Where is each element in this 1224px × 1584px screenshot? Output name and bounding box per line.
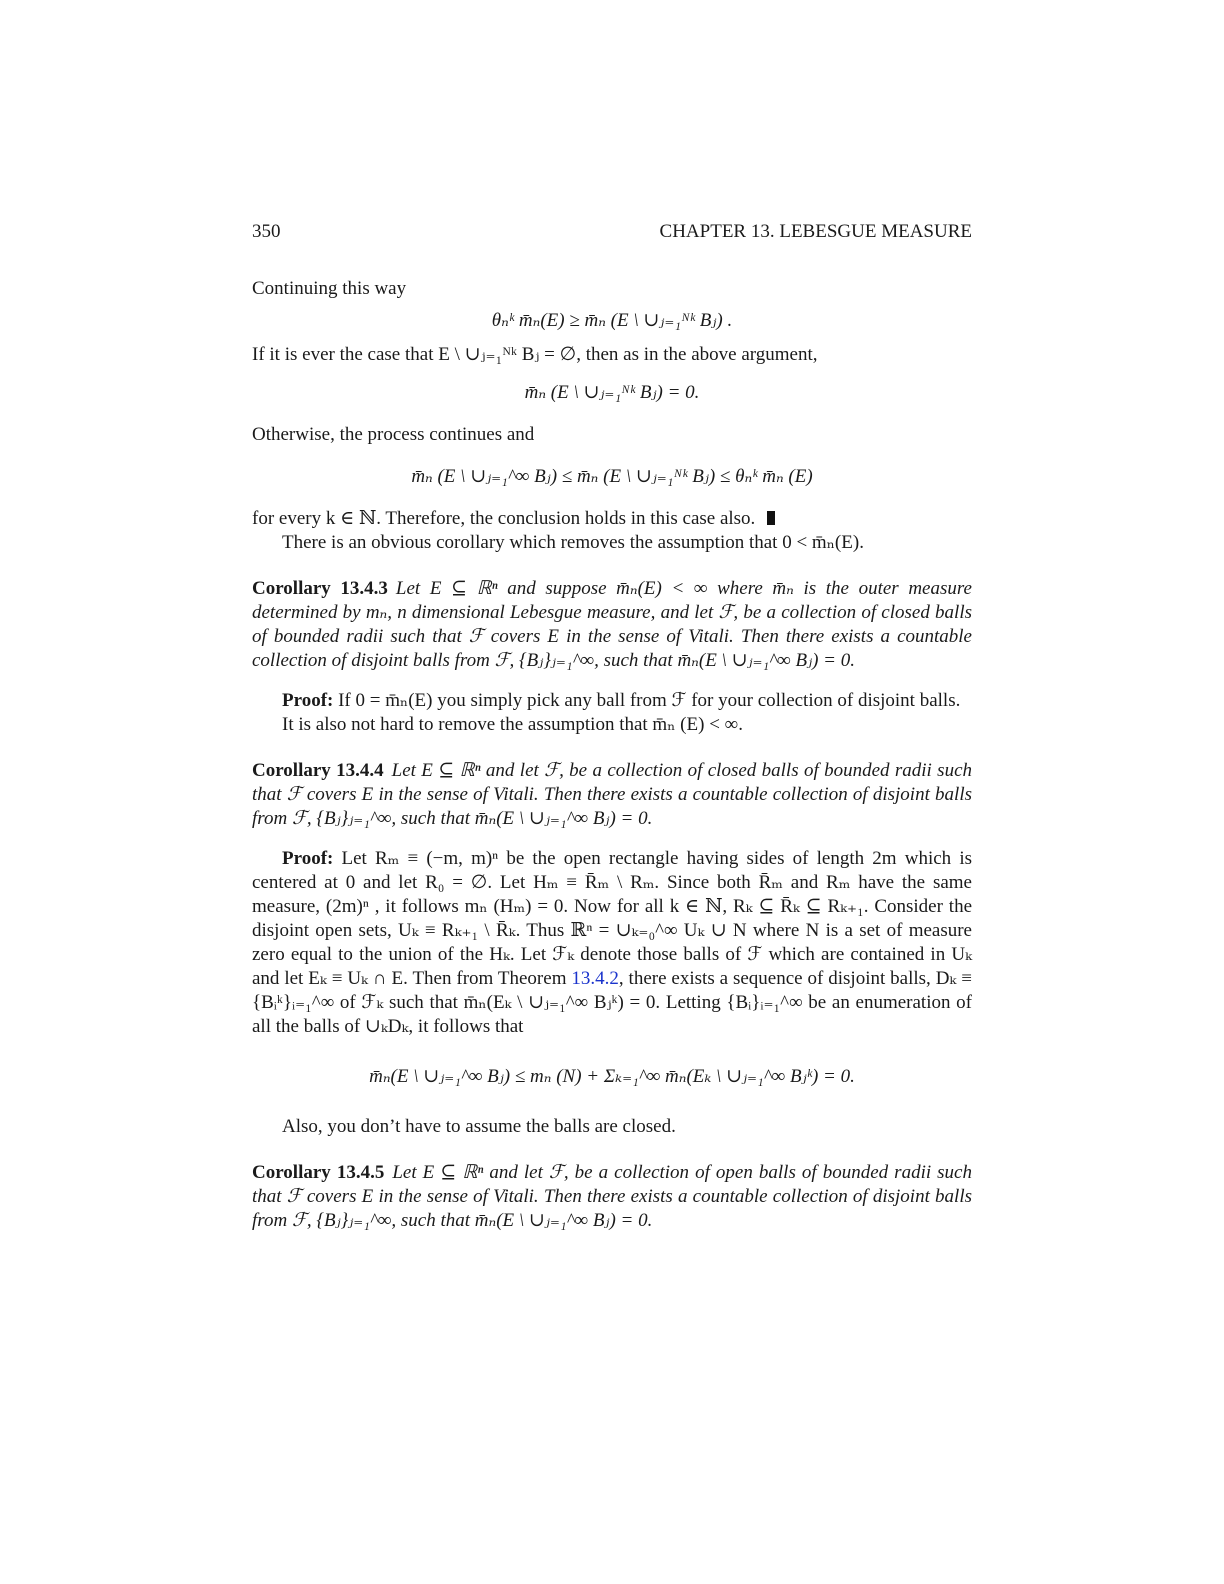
corollary-heading: Corollary 13.4.4 bbox=[252, 760, 384, 781]
equation-4: m̄ₙ(E \ ∪ⱼ₌₁^∞ Bⱼ) ≤ mₙ (N) + Σₖ₌₁^∞ m̄ₙ(Eₖ \ ∪ⱼ₌₁^∞ Bⱼᵏ) = 0. bbox=[369, 1066, 855, 1087]
paragraph-remove-assumption: It is also not hard to remove the assumption that m̄ₙ (E) < ∞. bbox=[282, 714, 743, 735]
proof-text: If 0 = m̄ₙ(E) you simply pick any ball from ℱ for your collection of disjoint balls. bbox=[338, 690, 961, 711]
proof-heading: Proof: bbox=[282, 690, 334, 711]
page bbox=[252, 220, 972, 1233]
page-number: 350 bbox=[252, 221, 281, 242]
paragraph-otherwise: Otherwise, the process continues and bbox=[252, 424, 535, 445]
corollary-13-4-3 bbox=[252, 577, 972, 673]
equation-3: m̄ₙ (E \ ∪ⱼ₌₁^∞ Bⱼ) ≤ m̄ₙ (E \ ∪ⱼ₌₁ᴺᵏ Bⱼ) ≤ θₙᵏ m̄ₙ (E) bbox=[411, 466, 813, 487]
paragraph-continuing: Continuing this way bbox=[252, 278, 407, 299]
proof-heading: Proof: bbox=[282, 848, 334, 869]
proof-text-a: Let Rₘ ≡ (−m, m)ⁿ be the open rectangle having sides of length 2m which is centered at 0 and let R₀ = ∅. Let Hₘ ≡ R̄ₘ \ Rₘ. Since both R̄ₘ and Rₘ have the same measure, (2m)ⁿ , it follows mₙ (Hₘ) = 0. Now for all k ∈ ℕ, Rₖ ⊆ R̄ₖ ⊆ Rₖ₊₁. Consider the disjoint open sets, Uₖ ≡ Rₖ₊₁ \ R̄ₖ. Thus ℝⁿ = ∪ₖ₌₀^∞ Uₖ ∪ N where N is a set of measure zero equal to the union of the Hₖ. Let ℱₖ denote those balls of ℱ which are contained in Uₖ and let Eₖ ≡ Uₖ ∩ E. Then from Theorem bbox=[252, 848, 972, 989]
corollary-statement: Let E ⊆ ℝⁿ and let ℱ, be a collection of open balls of bounded radii such that ℱ covers E in the sense of Vitali. Then there exists a countable collection of disjoint balls from ℱ, {Bⱼ}ⱼ₌₁^∞, such that m̄ₙ(E \ ∪ⱼ₌₁^∞ Bⱼ) = 0. bbox=[252, 1162, 972, 1231]
paragraph-obvious-corollary: There is an obvious corollary which removes the assumption that 0 < m̄ₙ(E). bbox=[282, 532, 864, 553]
corollary-statement: Let E ⊆ ℝⁿ and let ℱ, be a collection of closed balls of bounded radii such that ℱ covers E in the sense of Vitali. Then there exists a countable collection of disjoint balls from ℱ, {Bⱼ}ⱼ₌₁^∞, such that m̄ₙ(E \ ∪ⱼ₌₁^∞ Bⱼ) = 0. bbox=[252, 760, 972, 829]
corollary-statement: Let E ⊆ ℝⁿ and suppose m̄ₙ(E) < ∞ where m̄ₙ is the outer measure determined by mₙ, n dimensional Lebesgue measure, and let ℱ, be a collection of closed balls of bounded radii such that ℱ covers E in the sense of Vitali. Then there exists a countable collection of disjoint balls from ℱ, {Bⱼ}ⱼ₌₁^∞, such that m̄ₙ(E \ ∪ⱼ₌₁^∞ Bⱼ) = 0. bbox=[252, 578, 972, 671]
corollary-heading: Corollary 13.4.3 bbox=[252, 578, 388, 599]
proof-text-b: , there exists a sequence of disjoint balls, Dₖ ≡ {Bᵢᵏ}ᵢ₌₁^∞ of ℱₖ such that m̄ₙ(Eₖ \ ∪ⱼ₌₁^∞ Bⱼᵏ) = 0. Letting {Bᵢ}ᵢ₌₁^∞ be an enumeration of all the balls of ∪ₖDₖ, it follows that bbox=[252, 968, 972, 1037]
paragraph-conclusion bbox=[252, 507, 972, 531]
paragraph-closed-balls: Also, you don’t have to assume the balls are closed. bbox=[282, 1116, 676, 1137]
paragraph-if-empty: If it is ever the case that E \ ∪ⱼ₌₁ᴺᵏ Bⱼ = ∅, then as in the above argument, bbox=[252, 344, 818, 365]
proof-1 bbox=[252, 689, 972, 713]
theorem-link[interactable]: 13.4.2 bbox=[571, 968, 619, 989]
corollary-heading: Corollary 13.4.5 bbox=[252, 1162, 385, 1183]
equation-1: θₙᵏ m̄ₙ(E) ≥ m̄ₙ (E \ ∪ⱼ₌₁ᴺᵏ Bⱼ) . bbox=[491, 310, 733, 331]
corollary-13-4-5 bbox=[252, 1161, 972, 1233]
equation-2: m̄ₙ (E \ ∪ⱼ₌₁ᴺᵏ Bⱼ) = 0. bbox=[524, 382, 700, 403]
proof-2 bbox=[252, 847, 972, 1039]
chapter-title: CHAPTER 13. LEBESGUE MEASURE bbox=[659, 221, 972, 242]
qed-icon bbox=[767, 511, 775, 525]
corollary-13-4-4 bbox=[252, 759, 972, 831]
conclusion-text: for every k ∈ ℕ. Therefore, the conclusion holds in this case also. bbox=[252, 508, 756, 529]
running-header bbox=[252, 220, 972, 244]
